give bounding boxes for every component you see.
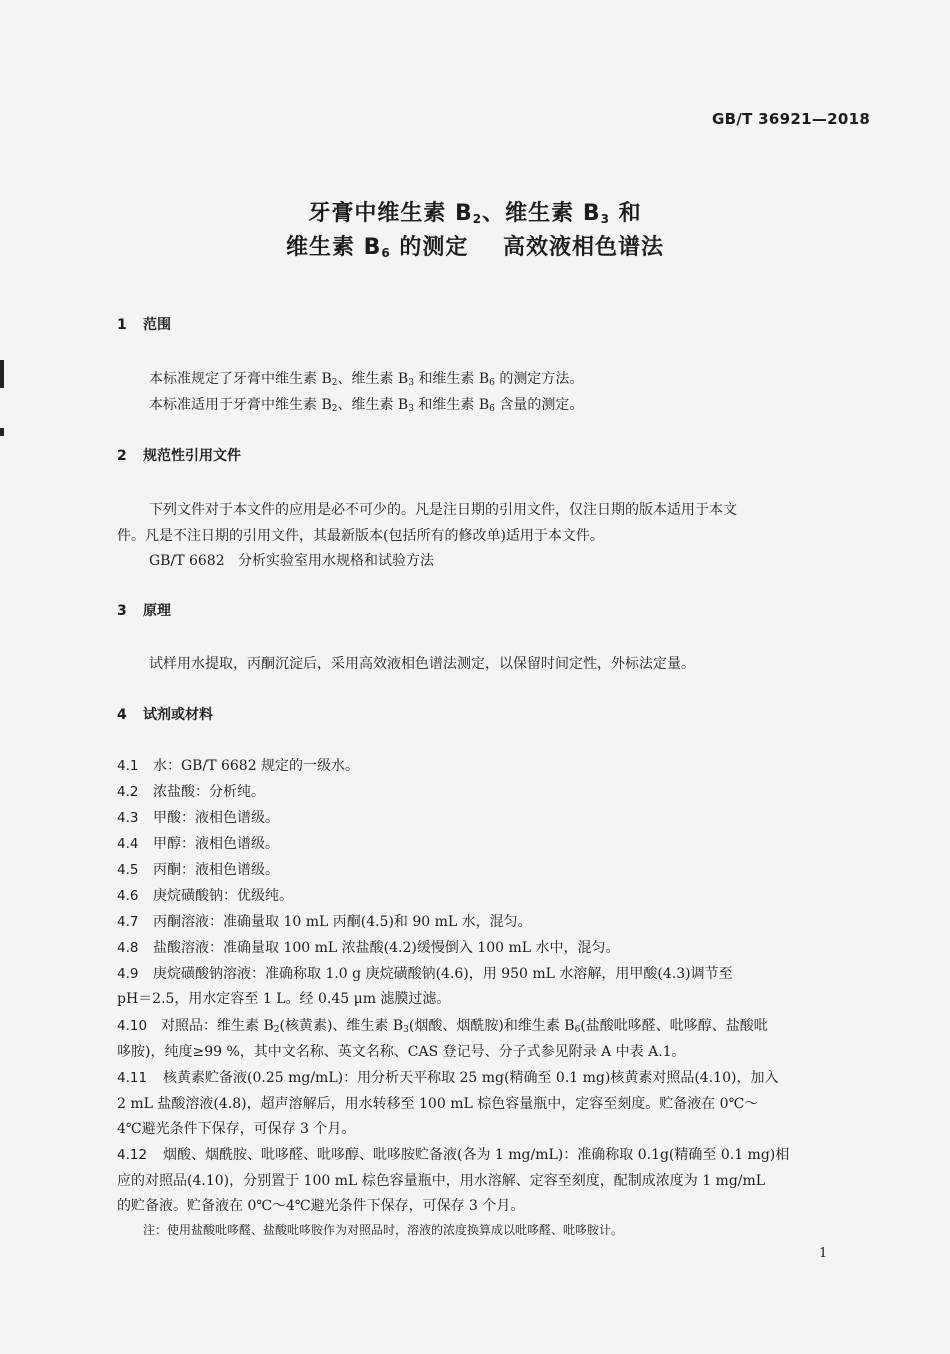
list-item-4-10-line-2: 哆胺)，纯度≥99 %，其中文名称、英文名称、CAS 登记号、分子式参见附录 A 中表 A.1。 [117,1044,686,1060]
section-4-heading: 4 试剂或材料 [117,707,213,723]
list-item-4-9-line-1: 4.9 庚烷磺酸钠溶液：准确称取 1.0 g 庚烷磺酸钠(4.6)，用 950 mL 水溶解，用甲酸(4.3)调节至 [117,966,733,982]
standard-number: GB/T 36921—2018 [712,110,871,128]
list-item-4-11-line-2: 2 mL 盐酸溶液(4.8)，超声溶解后，用水转移至 100 mL 棕色容量瓶中，定容至刻度。贮备液在 0℃～ [117,1096,759,1112]
list-item: 4.4 甲醇：液相色谱级。 [117,836,279,852]
title-line-2: 维生素 $B_6$ 的测定 高效液相色谱法 [285,235,665,260]
list-item: 4.2 浓盐酸：分析纯。 [117,784,265,800]
list-item-4-12-line-1: 4.12 烟酸、烟酰胺、吡哆醛、吡哆醇、吡哆胺贮备液(各为 1 mg/mL)：准确称取 0.1g(精确至 0.1 mg)相 [117,1147,790,1163]
list-item-4-9-line-2: pH＝2.5，用水定容至 1 L。经 0.45 μm 滤膜过滤。 [117,991,451,1007]
page-number: 1 [819,1246,828,1261]
list-item: 4.8 盐酸溶液：准确量取 100 mL 浓盐酸(4.2)缓慢倒入 100 mL 水中，混匀。 [117,940,620,956]
section-1-paragraph-1: 本标准规定了牙膏中维生素 $B_2$、维生素 $B_3$ 和维生素 $B_6$ 的测定方法。 [149,371,584,388]
list-item: 4.7 丙酮溶液：准确量取 10 mL 丙酮(4.5)和 90 mL 水，混匀。 [117,914,532,930]
section-3-paragraph: 试样用水提取，丙酮沉淀后，采用高效液相色谱法测定，以保留时间定性，外标法定量。 [149,656,695,672]
list-item-4-11-line-3: 4℃避光条件下保存，可保存 3 个月。 [117,1121,356,1137]
section-2-paragraph-line-2: 件。凡是不注日期的引用文件，其最新版本(包括所有的修改单)适用于本文件。 [117,528,604,544]
scan-edge-mark [0,360,4,388]
list-item-4-11-line-1: 4.11 核黄素贮备液(0.25 mg/mL)：用分析天平称取 25 mg(精确至 0.1 mg)核黄素对照品(4.10)，加入 [117,1070,779,1086]
section-3-heading: 3 原理 [117,603,171,619]
section-1-paragraph-2: 本标准适用于牙膏中维生素 $B_2$、维生素 $B_3$ 和维生素 $B_6$ 含量的测定。 [149,397,584,414]
list-item: 4.1 水：GB/T 6682 规定的一级水。 [117,758,360,774]
section-2-heading: 2 规范性引用文件 [117,448,241,464]
list-item-4-10-line-1: 4.10 对照品：维生素 $B_2$(核黄素)、维生素 $B_3$(烟酸、烟酰胺)和维生素 $B_6$(盐酸吡哆醛、吡哆醇、盐酸吡 [117,1018,768,1035]
note: 注：使用盐酸吡哆醛、盐酸吡哆胺作为对照品时，溶液的浓度换算成以吡哆醛、吡哆胺计。 [143,1223,624,1237]
title-line-1: 牙膏中维生素 $B_2$、维生素 $B_3$ 和 [308,201,642,226]
list-item-4-12-line-2: 应的对照品(4.10)，分别置于 100 mL 棕色容量瓶中，用水溶解、定容至刻度，配制成浓度为 1 mg/mL [117,1173,766,1189]
section-1-heading: 1 范围 [117,317,171,333]
section-2-paragraph-line-1: 下列文件对于本文件的应用是必不可少的。凡是注日期的引用文件，仅注日期的版本适用于本文 [149,502,737,518]
list-item-4-12-line-3: 的贮备液。贮备液在 0℃～4℃避光条件下保存，可保存 3 个月。 [117,1198,525,1214]
list-item: 4.5 丙酮：液相色谱级。 [117,862,279,878]
scan-edge-mark [0,428,4,436]
list-item: 4.3 甲酸：液相色谱级。 [117,810,279,826]
list-item: 4.6 庚烷磺酸钠：优级纯。 [117,888,293,904]
normative-reference: GB/T 6682 分析实验室用水规格和试验方法 [149,553,434,569]
